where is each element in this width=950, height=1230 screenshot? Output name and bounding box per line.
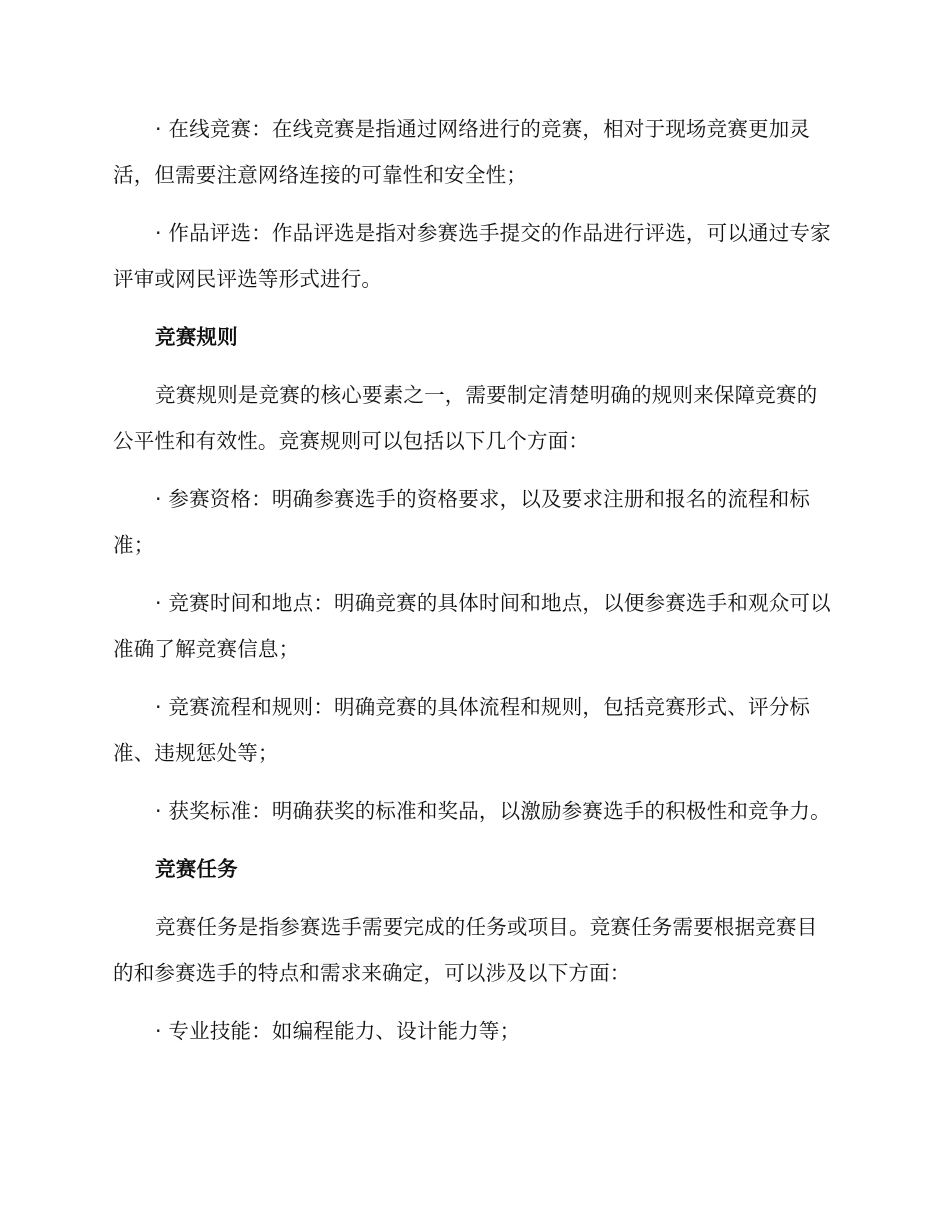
bullet-work-selection: · 作品评选：作品评选是指对参赛选手提交的作品进行评选，可以通过专家评审或网民评选等形式进行。 — [113, 221, 831, 291]
bullet-process-rules: · 竞赛流程和规则：明确竞赛的具体流程和规则，包括竞赛形式、评分标准、违规惩处等； — [113, 695, 811, 765]
bullet-award-criteria: · 获奖标准：明确获奖的标准和奖品，以激励参赛选手的积极性和竞争力。 — [155, 799, 831, 823]
rules-intro-paragraph: 竞赛规则是竞赛的核心要素之一，需要制定清楚明确的规则来保障竞赛的公平性和有效性。竞赛规则可以包括以下几个方面： — [113, 383, 818, 453]
bullet-time-location: · 竞赛时间和地点：明确竞赛的具体时间和地点，以便参赛选手和观众可以准确了解竞赛信息； — [113, 591, 831, 661]
document-body — [113, 106, 833, 1066]
section-heading-tasks: 竞赛任务 — [155, 857, 238, 881]
section-heading-rules: 竞赛规则 — [155, 325, 238, 349]
bullet-online-competition: · 在线竞赛：在线竞赛是指通过网络进行的竞赛，相对于现场竞赛更加灵活，但需要注意网络连接的可靠性和安全性； — [113, 117, 811, 187]
bullet-professional-skills: · 专业技能：如编程能力、设计能力等； — [155, 1019, 521, 1043]
tasks-intro-paragraph: 竞赛任务是指参赛选手需要完成的任务或项目。竞赛任务需要根据竞赛目的和参赛选手的特点和需求来确定，可以涉及以下方面： — [113, 915, 818, 985]
bullet-eligibility: · 参赛资格：明确参赛选手的资格要求，以及要求注册和报名的流程和标准； — [113, 487, 811, 557]
